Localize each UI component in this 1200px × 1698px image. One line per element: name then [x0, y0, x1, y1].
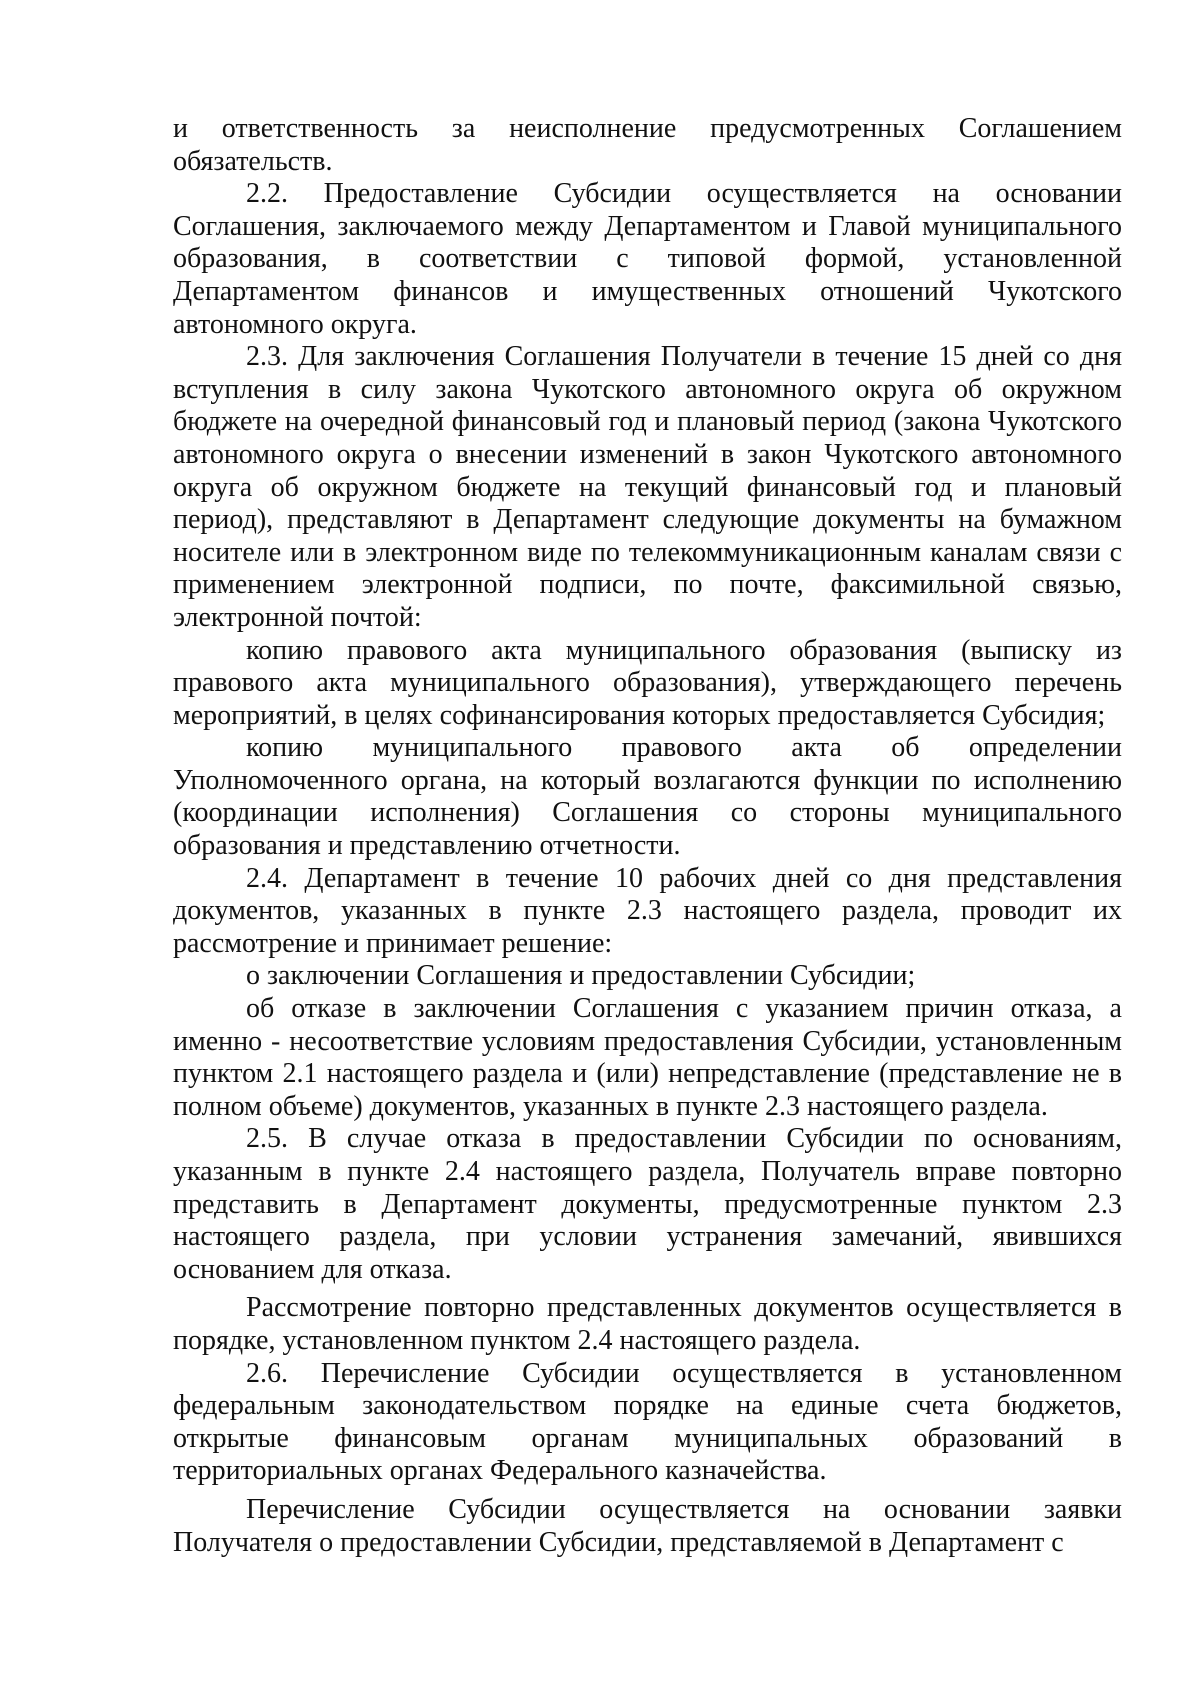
paragraph-2-4: 2.4. Департамент в течение 10 рабочих дней со дня представления документов, указанных в пункте 2.3 настоящего раздела, проводит их рассмотрение и принимает решение: — [173, 862, 1122, 959]
paragraph-decision-approve: о заключении Соглашения и предоставлении Субсидии; — [246, 960, 916, 992]
paragraph-transfer-request: Перечисление Субсидии осуществляется на основании заявки Получателя о предоставлении Субсидии, представляемой в Департамент с — [173, 1493, 1122, 1558]
paragraph-decision-refuse: об отказе в заключении Соглашения с указанием причин отказа, а именно - несоответствие условиям предоставления Субсидии, установленным пунктом 2.1 настоящего раздела и (или) непредставление (представление не в полном объеме) документов, указанных в пункте 2.3 настоящего раздела. — [173, 993, 1122, 1122]
paragraph-document-copy-2: копию муниципального правового акта об определении Уполномоченного органа, на который возлагаются функции по исполнению (координации исполнения) Соглашения со стороны муниципального образования и представлению отчетности. — [173, 732, 1122, 862]
paragraph-2-6: 2.6. Перечисление Субсидии осуществляется в установленном федеральным законодательством порядке на единые счета бюджетов, открытые финансовым органам муниципальных образований в территориальных органах Федерального казначейства. — [173, 1357, 1122, 1487]
paragraph-2-2: 2.2. Предоставление Субсидии осуществляется на основании Соглашения, заключаемого между Департаментом и Главой муниципального образования, в соответствии с типовой формой, установленной Департаментом финансов и имущественных отношений Чукотского автономного округа. — [173, 178, 1122, 340]
paragraph-2-3: 2.3. Для заключения Соглашения Получатели в течение 15 дней со дня вступления в силу закона Чукотского автономного округа об окружном бюджете на очередной финансовый год и плановый период (закона Чукотского автономного округа о внесении изменений в закон Чукотского автономного округа об окружном бюджете на текущий финансовый год и плановый период), представляют в Департамент следующие документы на бумажном носителе или в электронном виде по телекоммуникационным каналам связи с применением электронной подписи, по почте, факсимильной связью, электронной почтой: — [173, 341, 1122, 633]
paragraph-2-5: 2.5. В случае отказа в предоставлении Субсидии по основаниям, указанным в пункте 2.4 настоящего раздела, Получатель вправе повторно представить в Департамент документы, предусмотренные пунктом 2.3 настоящего раздела, при условии устранения замечаний, явившихся основанием для отказа. — [173, 1123, 1122, 1285]
document-page — [173, 113, 1122, 1559]
paragraph-obligations-continued: и ответственность за неисполнение предусмотренных Соглашением обязательств. — [173, 113, 1122, 177]
paragraph-resubmission-review: Рассмотрение повторно представленных документов осуществляется в порядке, установленном пунктом 2.4 настоящего раздела. — [173, 1292, 1122, 1356]
paragraph-document-copy-1: копию правового акта муниципального образования (выписку из правового акта муниципального образования), утверждающего перечень мероприятий, в целях софинансирования которых предоставляется Субсидия; — [173, 634, 1122, 731]
